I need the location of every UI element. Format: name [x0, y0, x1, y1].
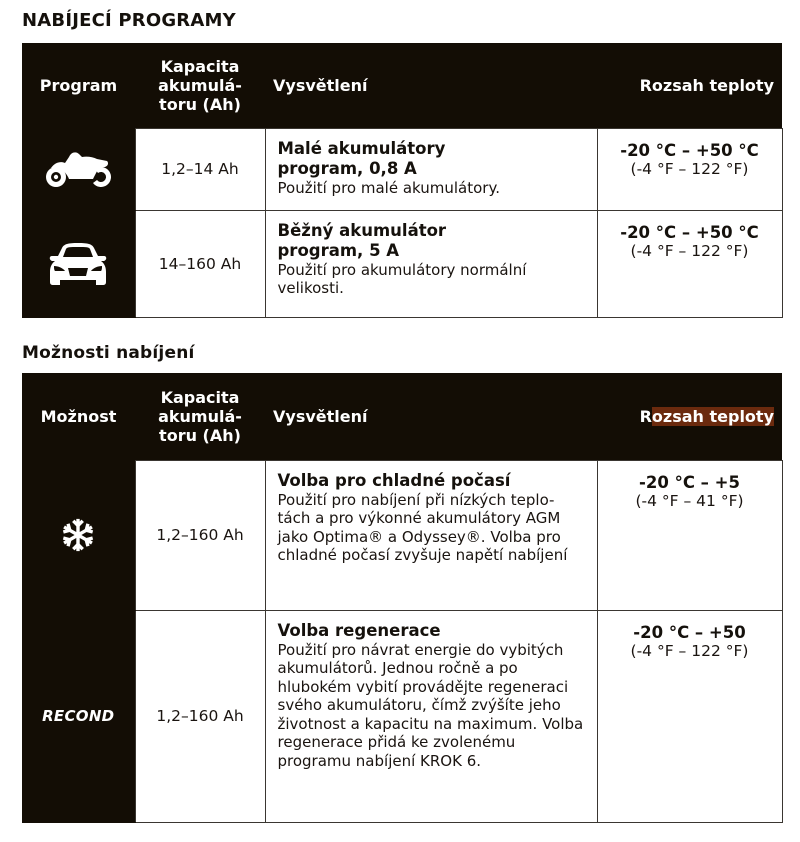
header-temperature: Rozsah teploty — [597, 43, 782, 128]
option-icon-cell — [22, 460, 135, 610]
capacity-value: 1,2–160 Ah — [135, 610, 265, 822]
program-title — [278, 221, 585, 261]
temperature-cell — [597, 128, 782, 210]
option-icon-cell — [22, 610, 135, 822]
temperature-celsius: -20 °C – +50 — [633, 622, 746, 642]
temperature-fahrenheit: (-4 °F – 41 °F) — [635, 491, 744, 510]
program-icon-cell — [22, 128, 135, 210]
table-header-row — [22, 43, 782, 128]
program-title-line2: program, 0,8 A — [277, 158, 417, 178]
charging-options-table — [22, 373, 783, 823]
recond-label: RECOND — [42, 707, 115, 725]
header-capacity-line2: akumulá- — [158, 75, 242, 95]
program-title-line1: Běžný akumulátor — [277, 220, 447, 240]
program-title-line2: program, 5 A — [277, 240, 400, 260]
capacity-value: 1,2–160 Ah — [135, 460, 265, 610]
charging-programs-table — [22, 43, 783, 318]
header-capacity-line2: akumulá- — [158, 406, 242, 426]
explanation-cell — [265, 610, 597, 822]
snowflake-icon — [60, 525, 96, 543]
option-title: Volba regenerace — [277, 620, 441, 640]
section-title-charging-options: Možnosti nabíjení — [22, 343, 195, 363]
option-title: Volba pro chladné počasí — [277, 470, 511, 490]
explanation-cell — [265, 210, 597, 317]
header-capacity-line1: Kapacita — [160, 56, 240, 76]
motorcycle-icon — [45, 159, 111, 177]
temperature-cell — [597, 460, 782, 610]
table-row-recond — [22, 610, 782, 822]
program-icon-cell — [22, 210, 135, 317]
header-temperature-first-letter: R — [639, 406, 652, 426]
header-option: Možnost — [22, 373, 135, 460]
header-program: Program — [22, 43, 135, 128]
option-description: Použití pro návrat energie do vybitých akumulátorů. Jednou ročně a po hlubokém vybití provádějte regeneraci svého akumulátoru, čímž zvýšíte jeho životnost a kapacitu na maximum. Volba regenerace přidá ke zvolenému programu nabíjení KROK 6. — [277, 640, 584, 770]
program-description: Použití pro malé akumulátory. — [277, 178, 500, 197]
section-title-charging-programs: NABÍJECÍ PROGRAMY — [22, 10, 236, 31]
header-explanation: Vysvětlení — [265, 43, 597, 128]
option-description: Použití pro nabíjení při nízkých teplo- tách a pro výkonné akumulátory AGM jako Optima® a Odyssey®. Volba pro chladné počasí zvyšuje napětí nabíjení — [277, 490, 568, 564]
table-row-small-battery — [22, 128, 782, 210]
table-row-normal-battery — [22, 210, 782, 317]
capacity-value: 1,2–14 Ah — [135, 128, 265, 210]
temperature-celsius: -20 °C – +50 °C — [620, 140, 759, 160]
explanation-cell — [265, 128, 597, 210]
program-title-line1: Malé akumulátory — [277, 138, 446, 158]
program-description: Použití pro akumulátory normální velikosti. — [277, 260, 527, 297]
temperature-celsius: -20 °C – +5 — [639, 472, 740, 492]
program-title — [278, 139, 585, 179]
header-capacity-line3: toru (Ah) — [159, 425, 241, 445]
header-capacity-line1: Kapacita — [160, 387, 240, 407]
table-header-row — [22, 373, 782, 460]
temperature-fahrenheit: (-4 °F – 122 °F) — [630, 241, 749, 260]
explanation-cell — [265, 460, 597, 610]
header-temperature[interactable] — [597, 373, 782, 460]
temperature-fahrenheit: (-4 °F – 122 °F) — [630, 641, 749, 660]
capacity-value: 14–160 Ah — [135, 210, 265, 317]
temperature-cell — [597, 610, 782, 822]
header-capacity — [135, 373, 265, 460]
text-selection-highlight[interactable]: ozsah teploty — [651, 406, 774, 426]
header-explanation: Vysvětlení — [265, 373, 597, 460]
header-capacity-line3: toru (Ah) — [159, 94, 241, 114]
temperature-cell — [597, 210, 782, 317]
car-icon — [48, 254, 108, 272]
header-capacity — [135, 43, 265, 128]
temperature-celsius: -20 °C – +50 °C — [620, 222, 759, 242]
temperature-fahrenheit: (-4 °F – 122 °F) — [630, 159, 749, 178]
table-row-cold-weather — [22, 460, 782, 610]
